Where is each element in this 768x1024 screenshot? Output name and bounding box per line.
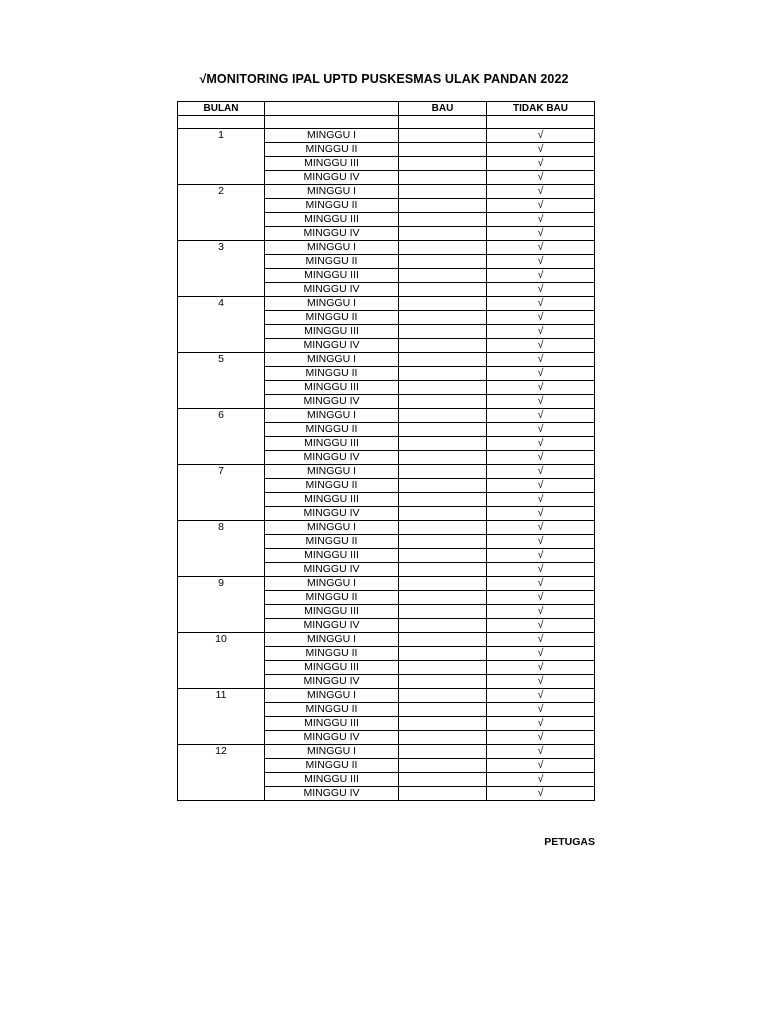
month-cell: 3	[178, 241, 265, 297]
bau-cell	[399, 507, 487, 521]
week-label-cell: MINGGU III	[265, 437, 399, 451]
week-label-cell: MINGGU IV	[265, 227, 399, 241]
bau-cell	[399, 241, 487, 255]
week-label-cell: MINGGU III	[265, 549, 399, 563]
header-week	[265, 102, 399, 116]
tidak-bau-cell: √	[487, 507, 595, 521]
week-label-cell: MINGGU IV	[265, 283, 399, 297]
tidak-bau-cell: √	[487, 339, 595, 353]
bau-cell	[399, 479, 487, 493]
tidak-bau-cell: √	[487, 227, 595, 241]
document-title: √MONITORING IPAL UPTD PUSKESMAS ULAK PANDAN 2022	[199, 72, 569, 86]
tidak-bau-cell: √	[487, 423, 595, 437]
header-bulan: BULAN	[178, 102, 265, 116]
tidak-bau-cell: √	[487, 409, 595, 423]
tidak-bau-cell: √	[487, 213, 595, 227]
month-cell: 2	[178, 185, 265, 241]
tidak-bau-cell: √	[487, 689, 595, 703]
tidak-bau-cell: √	[487, 661, 595, 675]
week-label-cell: MINGGU IV	[265, 787, 399, 801]
bau-cell	[399, 255, 487, 269]
bau-cell	[399, 493, 487, 507]
table-row	[178, 129, 595, 143]
month-cell: 11	[178, 689, 265, 745]
week-label-cell: MINGGU IV	[265, 339, 399, 353]
table-row	[178, 241, 595, 255]
week-label-cell: MINGGU I	[265, 353, 399, 367]
week-label-cell: MINGGU II	[265, 591, 399, 605]
tidak-bau-cell: √	[487, 577, 595, 591]
week-label-cell: MINGGU I	[265, 465, 399, 479]
tidak-bau-cell: √	[487, 381, 595, 395]
bau-cell	[399, 773, 487, 787]
tidak-bau-cell: √	[487, 745, 595, 759]
tidak-bau-cell: √	[487, 479, 595, 493]
bau-cell	[399, 423, 487, 437]
week-label-cell: MINGGU IV	[265, 171, 399, 185]
bau-cell	[399, 451, 487, 465]
month-cell: 12	[178, 745, 265, 801]
tidak-bau-cell: √	[487, 759, 595, 773]
bau-cell	[399, 563, 487, 577]
tidak-bau-cell: √	[487, 493, 595, 507]
week-label-cell: MINGGU IV	[265, 507, 399, 521]
tidak-bau-cell: √	[487, 143, 595, 157]
week-label-cell: MINGGU I	[265, 745, 399, 759]
bau-cell	[399, 465, 487, 479]
bau-cell	[399, 619, 487, 633]
table-row	[178, 521, 595, 535]
tidak-bau-cell: √	[487, 465, 595, 479]
tidak-bau-cell: √	[487, 731, 595, 745]
petugas-label: PETUGAS	[544, 836, 595, 848]
bau-cell	[399, 633, 487, 647]
week-label-cell: MINGGU I	[265, 129, 399, 143]
tidak-bau-cell: √	[487, 171, 595, 185]
month-cell: 7	[178, 465, 265, 521]
week-label-cell: MINGGU IV	[265, 563, 399, 577]
header-tidak-bau: TIDAK BAU	[487, 102, 595, 116]
tidak-bau-cell: √	[487, 283, 595, 297]
bau-cell	[399, 129, 487, 143]
week-label-cell: MINGGU III	[265, 157, 399, 171]
tidak-bau-cell: √	[487, 703, 595, 717]
bau-cell	[399, 675, 487, 689]
bau-cell	[399, 577, 487, 591]
week-label-cell: MINGGU I	[265, 241, 399, 255]
week-label-cell: MINGGU IV	[265, 675, 399, 689]
bau-cell	[399, 591, 487, 605]
week-label-cell: MINGGU I	[265, 521, 399, 535]
tidak-bau-cell: √	[487, 269, 595, 283]
week-label-cell: MINGGU I	[265, 633, 399, 647]
spacer-cell	[265, 116, 399, 129]
bau-cell	[399, 381, 487, 395]
month-cell: 6	[178, 409, 265, 465]
month-cell: 10	[178, 633, 265, 689]
tidak-bau-cell: √	[487, 633, 595, 647]
tidak-bau-cell: √	[487, 717, 595, 731]
week-label-cell: MINGGU III	[265, 717, 399, 731]
bau-cell	[399, 213, 487, 227]
bau-cell	[399, 409, 487, 423]
bau-cell	[399, 199, 487, 213]
week-label-cell: MINGGU II	[265, 311, 399, 325]
week-label-cell: MINGGU III	[265, 493, 399, 507]
table-row	[178, 689, 595, 703]
tidak-bau-cell: √	[487, 325, 595, 339]
tidak-bau-cell: √	[487, 535, 595, 549]
week-label-cell: MINGGU III	[265, 605, 399, 619]
week-label-cell: MINGGU II	[265, 367, 399, 381]
week-label-cell: MINGGU II	[265, 423, 399, 437]
bau-cell	[399, 325, 487, 339]
tidak-bau-cell: √	[487, 549, 595, 563]
tidak-bau-cell: √	[487, 451, 595, 465]
spacer-row	[178, 116, 595, 129]
bau-cell	[399, 297, 487, 311]
bau-cell	[399, 339, 487, 353]
table-row	[178, 745, 595, 759]
bau-cell	[399, 731, 487, 745]
bau-cell	[399, 759, 487, 773]
week-label-cell: MINGGU II	[265, 647, 399, 661]
month-cell: 5	[178, 353, 265, 409]
table-body	[178, 116, 595, 801]
bau-cell	[399, 157, 487, 171]
month-cell: 4	[178, 297, 265, 353]
bau-cell	[399, 353, 487, 367]
bau-cell	[399, 367, 487, 381]
tidak-bau-cell: √	[487, 787, 595, 801]
bau-cell	[399, 703, 487, 717]
week-label-cell: MINGGU IV	[265, 619, 399, 633]
week-label-cell: MINGGU II	[265, 479, 399, 493]
bau-cell	[399, 311, 487, 325]
tidak-bau-cell: √	[487, 647, 595, 661]
table-row	[178, 577, 595, 591]
bau-cell	[399, 605, 487, 619]
tidak-bau-cell: √	[487, 297, 595, 311]
week-label-cell: MINGGU IV	[265, 451, 399, 465]
bau-cell	[399, 521, 487, 535]
month-cell: 1	[178, 129, 265, 185]
tidak-bau-cell: √	[487, 367, 595, 381]
week-label-cell: MINGGU II	[265, 759, 399, 773]
week-label-cell: MINGGU III	[265, 213, 399, 227]
week-label-cell: MINGGU III	[265, 773, 399, 787]
week-label-cell: MINGGU I	[265, 577, 399, 591]
week-label-cell: MINGGU II	[265, 255, 399, 269]
bau-cell	[399, 647, 487, 661]
tidak-bau-cell: √	[487, 157, 595, 171]
bau-cell	[399, 437, 487, 451]
table-row	[178, 409, 595, 423]
week-label-cell: MINGGU IV	[265, 731, 399, 745]
bau-cell	[399, 185, 487, 199]
bau-cell	[399, 283, 487, 297]
week-label-cell: MINGGU II	[265, 703, 399, 717]
week-label-cell: MINGGU II	[265, 535, 399, 549]
week-label-cell: MINGGU III	[265, 661, 399, 675]
bau-cell	[399, 171, 487, 185]
bau-cell	[399, 689, 487, 703]
tidak-bau-cell: √	[487, 185, 595, 199]
week-label-cell: MINGGU III	[265, 269, 399, 283]
tidak-bau-cell: √	[487, 353, 595, 367]
week-label-cell: MINGGU I	[265, 297, 399, 311]
week-label-cell: MINGGU I	[265, 409, 399, 423]
tidak-bau-cell: √	[487, 773, 595, 787]
bau-cell	[399, 269, 487, 283]
month-cell: 8	[178, 521, 265, 577]
spacer-cell	[178, 116, 265, 129]
table-row	[178, 185, 595, 199]
tidak-bau-cell: √	[487, 437, 595, 451]
tidak-bau-cell: √	[487, 199, 595, 213]
tidak-bau-cell: √	[487, 311, 595, 325]
tidak-bau-cell: √	[487, 241, 595, 255]
tidak-bau-cell: √	[487, 395, 595, 409]
bau-cell	[399, 395, 487, 409]
spacer-cell	[399, 116, 487, 129]
week-label-cell: MINGGU I	[265, 185, 399, 199]
bau-cell	[399, 535, 487, 549]
table-row	[178, 633, 595, 647]
table-row	[178, 465, 595, 479]
week-label-cell: MINGGU III	[265, 381, 399, 395]
tidak-bau-cell: √	[487, 521, 595, 535]
tidak-bau-cell: √	[487, 591, 595, 605]
tidak-bau-cell: √	[487, 605, 595, 619]
bau-cell	[399, 549, 487, 563]
week-label-cell: MINGGU I	[265, 689, 399, 703]
bau-cell	[399, 787, 487, 801]
tidak-bau-cell: √	[487, 129, 595, 143]
week-label-cell: MINGGU III	[265, 325, 399, 339]
bau-cell	[399, 143, 487, 157]
bau-cell	[399, 717, 487, 731]
bau-cell	[399, 745, 487, 759]
week-label-cell: MINGGU IV	[265, 395, 399, 409]
tidak-bau-cell: √	[487, 619, 595, 633]
tidak-bau-cell: √	[487, 255, 595, 269]
spacer-cell	[487, 116, 595, 129]
monitoring-table	[177, 101, 595, 801]
table-row	[178, 297, 595, 311]
month-cell: 9	[178, 577, 265, 633]
table-row	[178, 353, 595, 367]
header-bau: BAU	[399, 102, 487, 116]
tidak-bau-cell: √	[487, 563, 595, 577]
bau-cell	[399, 661, 487, 675]
bau-cell	[399, 227, 487, 241]
tidak-bau-cell: √	[487, 675, 595, 689]
header-row	[178, 102, 595, 116]
week-label-cell: MINGGU II	[265, 199, 399, 213]
week-label-cell: MINGGU II	[265, 143, 399, 157]
